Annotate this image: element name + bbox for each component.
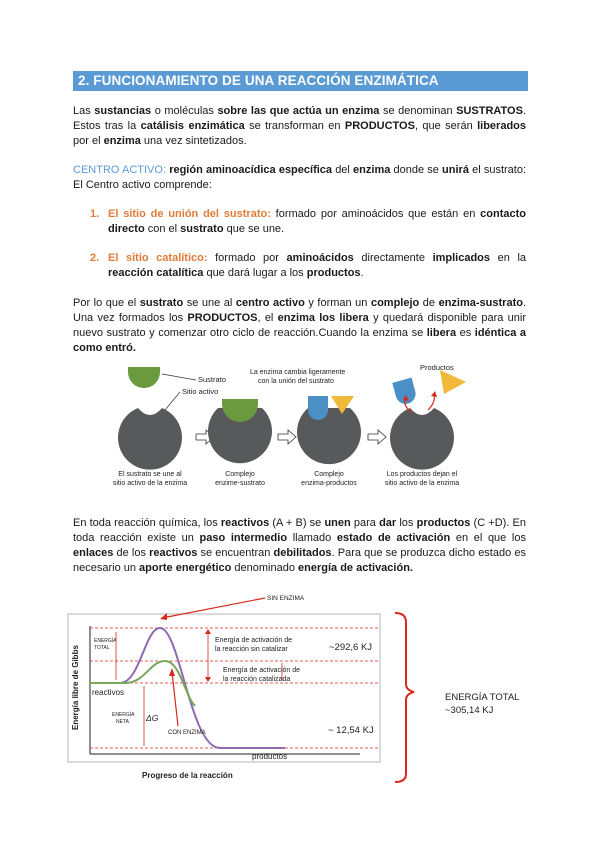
enzyme-1 (118, 408, 182, 470)
paragraph-complejo: Por lo que el sustrato se une al centro activo y forman un complejo de enzima-sustrato. Una vez formados los PRODUCTOS, el enzima los libera y quedará disponible para unir nuevo sustrato y comenzar otro ciclo de reacción.Cuando la enzima se libera es idéntica a como entró. (73, 297, 527, 354)
y-axis-label: Energía libre de Gibbs (71, 645, 80, 730)
value-catalizada: ~ 12,54 KJ (328, 725, 374, 736)
caption-3-line-2: enzima-productos (301, 480, 357, 487)
list-item-sitio-catalitico: 2. El sitio catalítico: formado por aminoácidos directamente implicados en la reacción catalítica que dará lugar a los productos. (90, 252, 526, 279)
value-energia-total: ~305,14 KJ (445, 705, 494, 716)
product-yellow (440, 370, 466, 394)
section-heading: 2. FUNCIONAMIENTO DE UNA REACCIÓN ENZIMÁTICA (73, 71, 528, 91)
label-sitio-activo: Sitio activo (182, 387, 219, 396)
substrate-shape (128, 367, 160, 388)
caption-1-line-1: El sustrato se une al (118, 471, 182, 478)
label-neta-2: NETA (116, 719, 129, 725)
pointer-sitio (165, 392, 180, 410)
paragraph-energia-activacion: En toda reacción química, los reactivos (A + B) se unen para dar los productos (C +D). En toda reacción existe un paso intermedio llamado estado de activación en el que los enlaces de los reactivos se encuentran debilitados. Para que se produzca dicho estado es necesario un aporte energético denominado energía de activación. (73, 517, 527, 574)
value-sin-catalizar: ~292,6 KJ (329, 642, 373, 653)
label-act-sin-1: Energía de activación de (215, 637, 293, 644)
caption-4-line-1: Los productos dejan el (386, 471, 458, 478)
label-cambio-1: La enzima cambia ligeramente (250, 369, 346, 376)
label-neta-1: ENERGÍA (112, 712, 135, 718)
arrow-2 (278, 430, 296, 444)
product-blue-bound (308, 396, 328, 420)
label-energia-total-1: ENERGÍA (94, 638, 117, 644)
caption-2-line-2: enzime-sustrato (215, 480, 265, 487)
label-energia-total-2: TOTAL (94, 645, 110, 651)
arrow-3 (368, 430, 386, 444)
caption-4-line-2: sitio activo de la enzima (384, 480, 460, 487)
label-act-sin-2: la reacción sin catalizar (215, 646, 288, 653)
label-productos: Productos (420, 363, 454, 372)
pointer-sustrato (162, 374, 196, 380)
label-delta-g: ΔG (146, 713, 159, 723)
label-sustrato: Sustrato (198, 375, 226, 384)
label-reactivos: reactivos (92, 688, 125, 697)
paragraph-sustratos: Las sustancias o moléculas sobre las que actúa un enzima se denominan SUSTRATOS. Estos tras la catálisis enzimática se transforman en PRODUCTOS, que serán liberados por el enzima una vez sintetizados. (73, 105, 526, 147)
label-act-con-2: la reacción catalizada (223, 676, 291, 683)
centro-activo-label: CENTRO ACTIVO: (73, 164, 167, 176)
caption-2-line-1: Complejo (225, 471, 255, 478)
x-axis-label: Progreso de la reacción (142, 771, 233, 780)
enzyme-4 (390, 408, 454, 470)
label-act-con-1: Energía de activación de (223, 667, 301, 674)
label-cambio-2: con la unión del sustrato (258, 378, 334, 385)
caption-1-line-2: sitio activo de la enzima (112, 480, 188, 487)
energy-diagram (60, 588, 540, 788)
label-sin-enzima: SIN ENZIMA (267, 595, 305, 602)
label-con-enzima: CON ENZIMA (168, 730, 206, 736)
enzyme-cycle-figure (110, 360, 490, 495)
label-productos: productos (252, 752, 288, 761)
paragraph-centro-activo: CENTRO ACTIVO: región aminoacídica específica del enzima donde se unirá el sustrato: El Centro activo comprende: (73, 164, 527, 191)
enzyme-3 (297, 408, 361, 464)
label-energia-total: ENERGÍA TOTAL (445, 692, 520, 703)
list-item-sitio-union: 1. El sitio de unión del sustrato: formado por aminoácidos que están en contacto directo con el sustrato que se une. (90, 208, 526, 235)
caption-3-line-1: Complejo (314, 471, 344, 478)
total-bracket (395, 613, 414, 782)
